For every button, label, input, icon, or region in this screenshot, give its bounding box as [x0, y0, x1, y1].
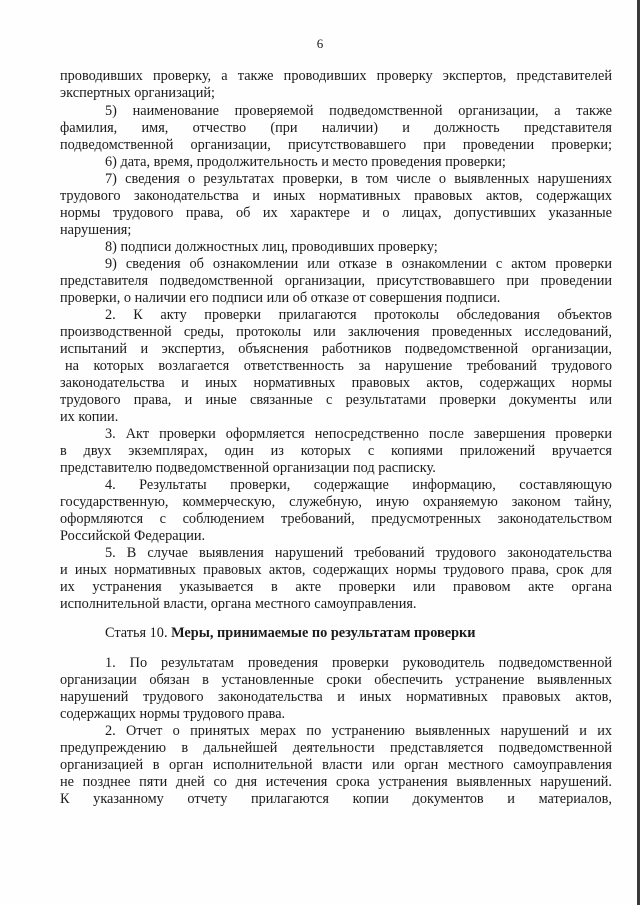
text-line: их копии.	[60, 409, 119, 425]
text-line: трудового законодательства и иных нормативных правовых актов, содержащих	[60, 188, 612, 204]
text-line: 7) сведения о результатах проверки, в том числе о выявленных нарушениях	[105, 171, 612, 187]
text-line: производственной среды, протоколы или заключения проведенных исследований,	[60, 324, 612, 340]
text-line: нарушения;	[60, 222, 132, 238]
text-line: подведомственной организации, присутствовавшего при проведении проверки;	[60, 137, 612, 153]
text-line: 2. К акту проверки прилагаются протоколы обследования объектов	[105, 307, 612, 323]
text-line: 9) сведения об ознакомлении или отказе в ознакомлении с актом проверки	[105, 256, 612, 272]
text-line: 4. Результаты проверки, содержащие информацию, составляющую	[105, 477, 612, 493]
text-line: законодательства и иных нормативных правовых актов, содержащих нормы	[60, 375, 612, 391]
text-line: нарушений трудового законодательства и иных нормативных правовых актов,	[60, 689, 612, 705]
text-line: 5. В случае выявления нарушений требований трудового законодательства	[105, 545, 612, 561]
text-line: К указанному отчету прилагаются копии документов и материалов,	[60, 791, 612, 807]
text-line: испытаний и экспертиз, объяснения работников подведомственной организации,	[60, 341, 612, 357]
page-number: 6	[316, 36, 324, 51]
text-line: экспертных организаций;	[60, 85, 215, 101]
text-line: в двух экземплярах, один из которых с копиями приложений вручается	[60, 443, 612, 459]
text-line: исполнительной власти, органа местного самоуправления.	[60, 596, 417, 612]
text-line: трудового права, и иные связанные с результатами проверки документы или	[60, 392, 612, 408]
text-line: на которых возлагается ответственность за нарушение требований трудового	[65, 358, 612, 374]
text-line: нормы трудового права, об их характере и о лицах, допустивших указанные	[60, 205, 612, 221]
text-line: государственную, коммерческую, служебную, иную охраняемую законом тайну,	[60, 494, 612, 510]
text-line: фамилия, имя, отчество (при наличии) и должность представителя	[60, 120, 612, 136]
text-line: проводивших проверку, а также проводивших проверку экспертов, представителей	[60, 68, 612, 84]
article-number: Статья 10.	[105, 625, 172, 641]
text-line: 6) дата, время, продолжительность и место проведения проверки;	[105, 154, 506, 170]
text-line: организацией в орган исполнительной власти или орган местного самоуправления	[60, 757, 612, 773]
text-line: 8) подписи должностных лиц, проводивших проверку;	[105, 239, 438, 255]
text-line: проверки, о наличии его подписи или об отказе от совершения подписи.	[60, 290, 501, 306]
text-line: организации обязан в установленные сроки обеспечить устранение выявленных	[60, 672, 612, 688]
text-line: и иных нормативных правовых актов, содержащих нормы трудового права, срок для	[60, 562, 612, 578]
article-title: Меры, принимаемые по результатам проверки	[171, 625, 476, 641]
text-line: оформляются с соблюдением требований, предусмотренных законодательством	[60, 511, 612, 527]
text-line: содержащих нормы трудового права.	[60, 706, 286, 722]
text-line: не позднее пяти дней со дня истечения срока устранения выявленных нарушений.	[60, 774, 612, 790]
text-line: 5) наименование проверяемой подведомственной организации, а также	[105, 103, 612, 119]
text-line: 2. Отчет о принятых мерах по устранению выявленных нарушений и их	[105, 723, 612, 739]
text-line: Российской Федерации.	[60, 528, 206, 544]
text-line: их устранения указывается в акте проверки или правовом акте органа	[60, 579, 612, 595]
text-line: 1. По результатам проведения проверки руководитель подведомственной	[105, 655, 612, 671]
text-line: представителю подведомственной организации под расписку.	[60, 460, 436, 476]
text-line: предупреждению в дальнейшей деятельности представляется подведомственной	[60, 740, 612, 756]
text-line: 3. Акт проверки оформляется непосредственно после завершения проверки	[105, 426, 612, 442]
text-line: представителя подведомственной организации, присутствовавшего при проведении	[60, 273, 612, 289]
article-heading	[105, 625, 612, 642]
